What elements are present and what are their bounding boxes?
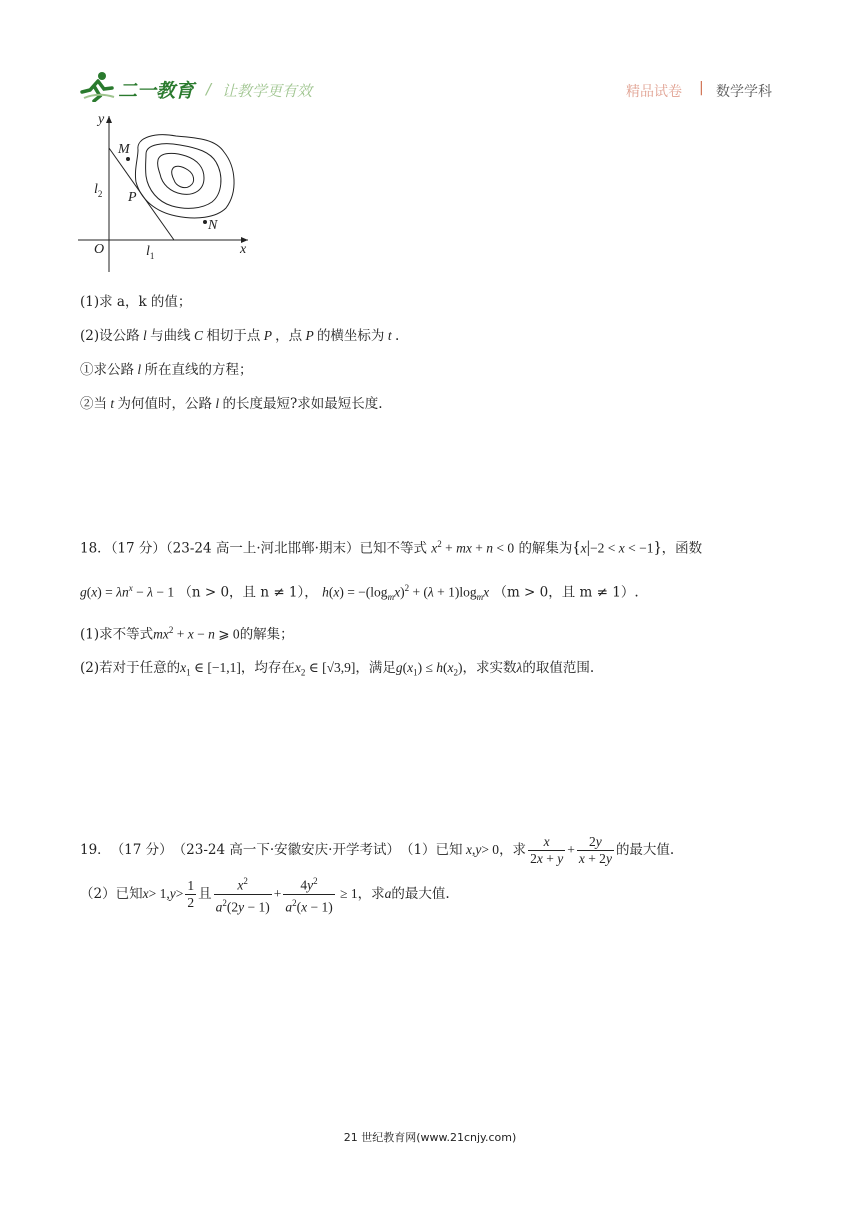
figure-label-o: O — [94, 242, 105, 257]
header-separator: / — [206, 80, 212, 98]
figure-label-x: x — [240, 242, 247, 257]
runner-logo-icon — [80, 70, 116, 102]
figure-label-m: M — [118, 142, 130, 157]
q19-part1: 19． （17 分） （23-24 高一下·安徽安庆·开学考试） （1）已知 x , y > 0 ，求 $\frac{x}{2x + y}$ + $\frac{2y}{x + 2y}$ 的最大值. — [80, 833, 675, 866]
q18-stem: 18．（17 分）（23-24 高一上·河北邯郸·期末）已知不等式 $x^2$ + mx + n < 0 的解集为{x|−2 < x < −1}，函数 — [80, 537, 703, 557]
header-slogan: 让教学更有效 — [222, 82, 313, 100]
header-category: 精品试卷 — [626, 84, 682, 100]
q19-part2: （2）已知 x > 1, y > $\frac{1}{2}$ 且 $\frac{x^2}{a^2(2y - 1)}$ + $\frac{4y^2}{a^2(x - 1)}$ ≥ 1 ，求 a 的最大值. — [80, 876, 450, 914]
header-divider: | — [699, 80, 704, 96]
figure-label-n: N — [208, 218, 218, 233]
q17-part1: (1)求 a，k 的值； — [80, 294, 192, 310]
q18-functions: $g(x) = \lambda n^x - \lambda - 1$ （n > 0，且 n ≠ 1）， $h(x) = -(\log_mx)^2 + (\lambda + 1)\log_mx$ （m > 0，且 m ≠ 1）. — [80, 583, 639, 603]
logo-text: 二一教育 — [118, 80, 195, 102]
figure-contour-map — [76, 112, 266, 276]
q17-part2: (2)设公路 l 与曲线 C 相切于点 P ，点 P 的横坐标为 t . — [80, 328, 400, 344]
q18-part1: (1)求不等式$mx^2 + x - n$ ⩾ 0的解集； — [80, 625, 294, 643]
footer-source: 21 世纪教育网(www.21cnjy.com) — [343, 1131, 517, 1144]
figure-label-l1: $l_1$ — [146, 244, 155, 261]
figure-label-p: P — [128, 190, 137, 205]
q18-part2: (2)若对于任意的$x_1$ ∈ [−1,1]，均存在$x_2$ ∈ [√3,9]，满足$g(x_1) \le h(x_2)$，求实数λ的取值范围. — [80, 660, 595, 678]
header — [0, 0, 860, 110]
figure-label-y: y — [98, 112, 105, 127]
figure-label-l2: $l_2$ — [94, 182, 103, 199]
q17-sub1: ①求公路 l 所在直线的方程； — [80, 362, 253, 378]
header-subject: 数学学科 — [716, 84, 772, 100]
contour-diagram — [76, 112, 266, 276]
q17-sub2: ②当 t 为何值时，公路 l 的长度最短?求如最短长度. — [80, 396, 383, 412]
